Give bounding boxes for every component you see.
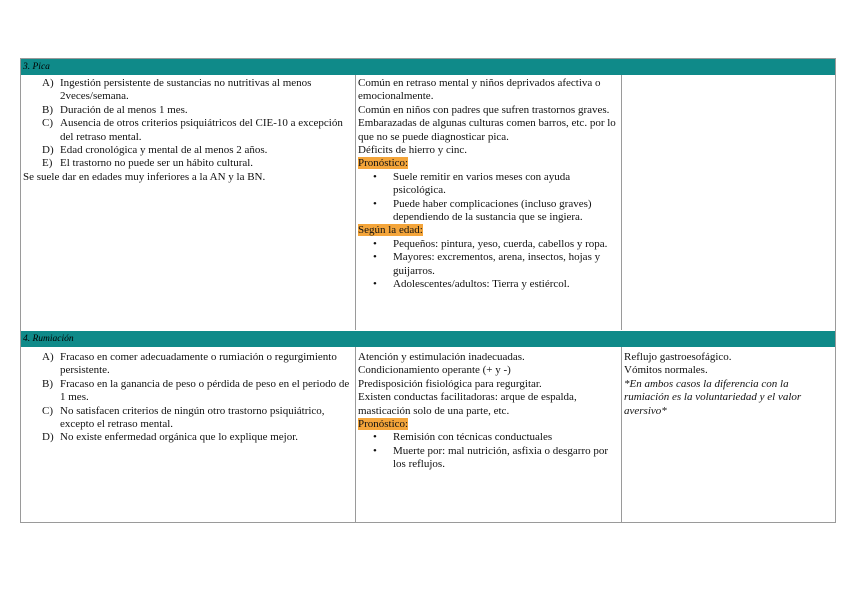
feature-line: Déficits de hierro y cinc. — [358, 144, 468, 157]
criteria-cell — [21, 75, 355, 330]
section-header-pica: 3. Pica — [21, 59, 835, 75]
bullet-icon: • — [373, 197, 377, 210]
prognosis-item: • Muerte por: mal nutrición, asfixia o desgarro por los reflujos. — [373, 444, 609, 471]
age-list — [358, 238, 619, 292]
criterion-item: C) No satisfacen criterios de ningún otro trastorno psiquiátrico, excepto el retraso mental. — [42, 404, 325, 431]
section-note: Se suele dar en edades muy inferiores a la AN y la BN. — [23, 170, 266, 183]
prognosis-item: • Puede haber complicaciones (incluso graves) dependiendo de la sustancia que se ingiera. — [373, 197, 592, 224]
feature-line: Común en niños con padres que sufren trastornos graves. — [358, 103, 610, 116]
bullet-icon: • — [373, 278, 377, 291]
feature-line: Condicionamiento operante (+ y -) — [358, 364, 511, 377]
prognosis-item: • Suele remitir en varios meses con ayuda psicológica. — [373, 170, 571, 197]
bullet-icon: • — [373, 431, 377, 444]
bullet-icon: • — [373, 170, 377, 183]
criterion-item: A) Ingestión persistente de sustancias no nutritivas al menos 2veces/semana. — [42, 77, 312, 103]
section-row-rumiacion — [21, 347, 835, 522]
criterion-item: C) Ausencia de otros criterios psiquiátricos del CIE-10 a excepción del retraso mental. — [42, 117, 343, 143]
age-label: Según la edad: — [358, 224, 423, 237]
prognosis-item: • Remisión con técnicas conductuales — [373, 431, 553, 444]
bullet-icon: • — [373, 237, 377, 250]
prognosis-list — [358, 171, 619, 225]
criterion-item: B) Duración de al menos 1 mes. — [42, 103, 188, 116]
feature-line: Predisposición fisiológica para regurgitar. — [358, 377, 542, 390]
criteria-list — [23, 77, 353, 171]
criterion-item: B) Fracaso en la ganancia de peso o pérdida de peso en el periodo de 1 mes. — [42, 377, 350, 404]
age-item: • Adolescentes/adultos: Tierra y estiércol. — [373, 278, 570, 291]
age-item: • Pequeños: pintura, yeso, cuerda, cabellos y ropa. — [373, 237, 608, 250]
feature-line: Atención y estimulación inadecuadas. — [358, 351, 525, 363]
differential-line: Reflujo gastroesofágico. — [624, 351, 732, 363]
prognosis-label: Pronóstico: — [358, 418, 409, 431]
criterion-item: D) Edad cronológica y mental de al menos 2 años. — [42, 144, 268, 157]
feature-line: Embarazadas de algunas culturas comen barros, etc. por lo que no se puede diagnosticar pica. — [358, 117, 616, 143]
feature-line: Común en retraso mental y niños deprivados afectiva o emocionalmente. — [358, 77, 601, 103]
features-cell — [355, 347, 621, 522]
differential-note: *En ambos casos la diferencia con la rumiación es la voluntariedad y el valor aversivo* — [624, 377, 802, 417]
bullet-icon: • — [373, 251, 377, 264]
criterion-item: D) No existe enfermedad orgánica que lo explique mejor. — [42, 431, 299, 444]
differential-cell — [621, 347, 835, 522]
differential-line: Vómitos normales. — [624, 364, 708, 377]
features-cell — [355, 75, 621, 330]
criteria-cell — [21, 347, 355, 522]
prognosis-label: Pronóstico: — [358, 157, 409, 170]
criterion-item: A) Fracaso en comer adecuadamente o rumiación o regurgimiento persistente. — [42, 351, 337, 377]
differential-cell — [621, 75, 835, 330]
feature-line: Existen conductas facilitadoras: arque de espalda, masticación solo de una parte, etc. — [358, 391, 577, 417]
criteria-list — [23, 351, 353, 445]
prognosis-list — [358, 431, 619, 471]
section-header-rumiacion: 4. Rumiación — [21, 331, 835, 347]
age-item: • Mayores: excrementos, arena, insectos, hojas y guijarros. — [373, 251, 601, 277]
bullet-icon: • — [373, 444, 377, 457]
section-row-pica — [21, 75, 835, 330]
criterion-item: E) El trastorno no puede ser un hábito cultural. — [42, 157, 254, 170]
disorders-table — [20, 58, 836, 523]
